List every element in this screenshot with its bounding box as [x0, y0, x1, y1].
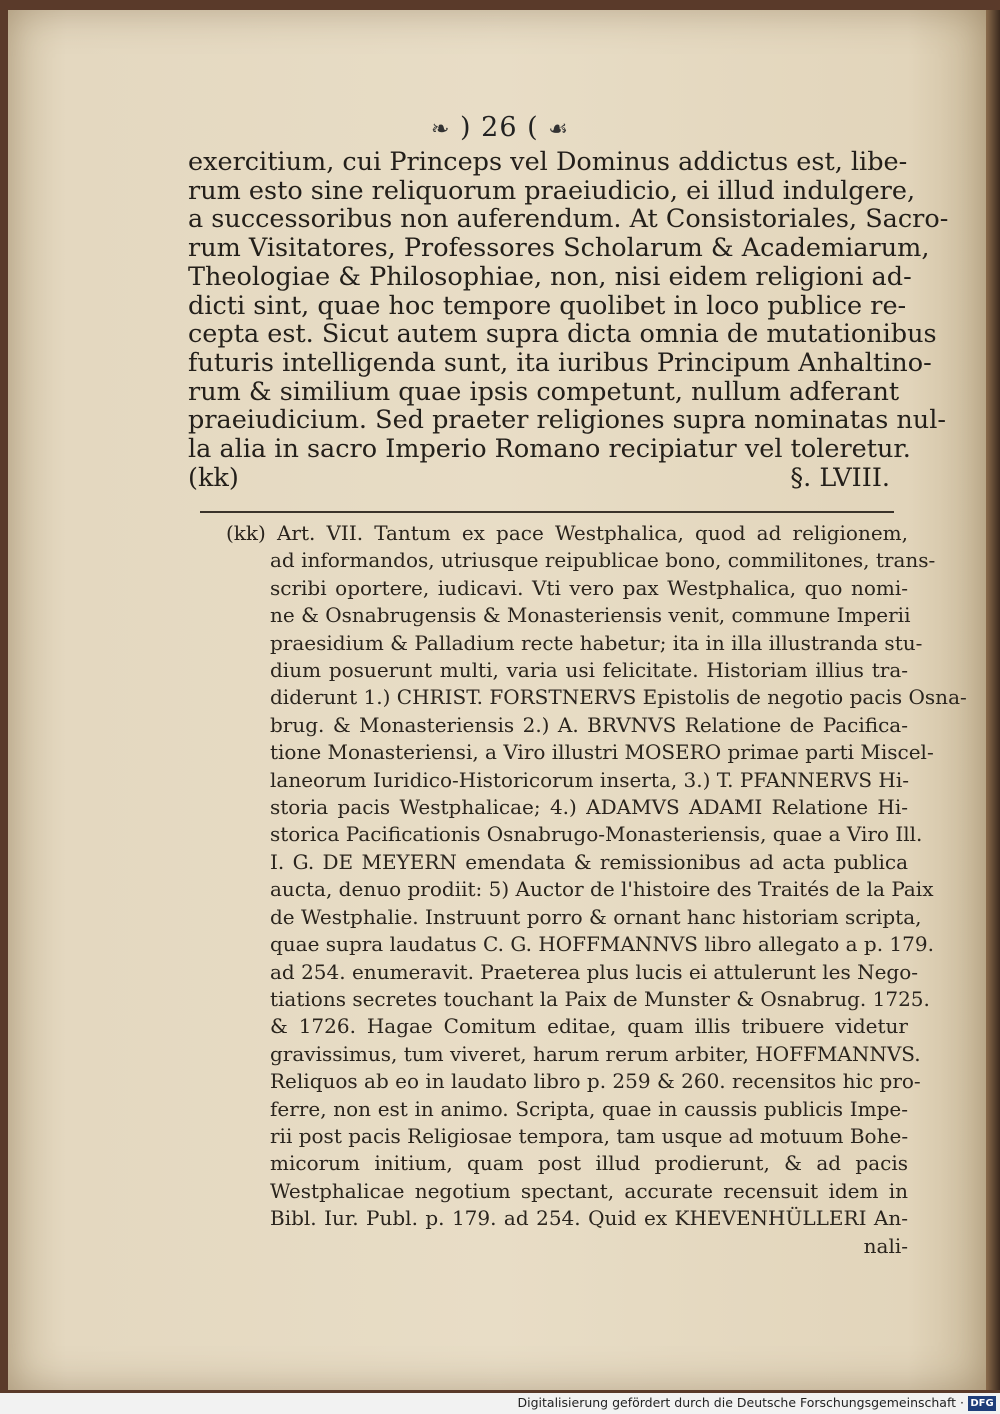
- footnote-line: storica Pacificationis Osnabrugo-Monasteriensis, quae a Viro Ill.: [270, 822, 923, 847]
- footnote-line: praesidium & Palladium recte habetur; ita in illa illustranda stu-: [270, 630, 923, 655]
- footnote-line: diderunt 1.) CHRIST. FORSTNERVS Epistolis de negotio pacis Osna-: [270, 685, 967, 710]
- footnote-line: scribi oportere, iudicavi. Vti vero pax Westphalica, quo nomi-: [270, 575, 908, 600]
- footnote-line: (kk) Art. VII. Tantum ex pace Westphalica, quod ad religionem,: [226, 521, 908, 545]
- footer-bar: [0, 1393, 1000, 1414]
- footer-credit: Digitalisierung gefördert durch die Deutsche Forschungsgemeinschaft ·: [517, 1395, 964, 1410]
- main-last-line: [188, 464, 890, 493]
- footnote-line: rii post pacis Religiosae tempora, tam usque ad motuum Bohe-: [270, 1123, 909, 1148]
- dfg-logo-icon: DFG: [968, 1396, 996, 1411]
- main-line: futuris intelligenda sunt, ita iuribus Principum Anhaltino-: [188, 347, 932, 378]
- footnote-line: ne & Osnabrugensis & Monasteriensis venit, commune Imperii: [270, 603, 911, 628]
- ornament-left-icon: ❧: [431, 117, 451, 142]
- footnote-line: I. G. DE MEYERN emendata & remissionibus ad acta publica: [270, 849, 908, 874]
- footnote-line: Reliquos ab eo in laudato libro p. 259 & 260. recensitos hic pro-: [270, 1069, 921, 1094]
- main-line: rum Visitatores, Professores Scholarum & Academiarum,: [188, 233, 930, 264]
- footnote-line: Bibl. Iur. Publ. p. 179. ad 254. Quid ex KHEVENHÜLLERI An-: [270, 1206, 908, 1231]
- book-edge: [986, 10, 1000, 1390]
- footnote-line: quae supra laudatus C. G. HOFFMANNVS libro allegato a p. 179.: [270, 932, 934, 957]
- main-line: a successoribus non auferendum. At Consistoriales, Sacro-: [188, 204, 949, 235]
- ornament-right-icon: ☙: [548, 117, 569, 142]
- footnote-line: dium posuerunt multi, varia usi felicitate. Historiam illius tra-: [270, 658, 908, 683]
- main-line: praeiudicium. Sed praeter religiones supra nominatas nul-: [188, 405, 947, 436]
- catchword: nali-: [863, 1233, 908, 1258]
- footnote-marker: (kk): [188, 462, 239, 493]
- main-text: [188, 147, 949, 493]
- footnote-line: storia pacis Westphalicae; 4.) ADAMVS ADAMI Relatione Hi-: [270, 795, 908, 820]
- main-line: dicti sint, quae hoc tempore quolibet in loco publice re-: [188, 290, 907, 321]
- page-number: ) 26 (: [460, 112, 539, 143]
- footnote-line: Westphalicae negotium spectant, accurate recensuit idem in: [270, 1178, 908, 1203]
- footnote-line: laneorum Iuridico-Historicorum inserta, 3.) T. PFANNERVS Hi-: [270, 767, 909, 792]
- footnote-line: tiations secretes touchant la Paix de Munster & Osnabrug. 1725.: [270, 986, 930, 1011]
- footnote-line: aucta, denuo prodiit: 5) Auctor de l'histoire des Traités de la Paix: [270, 877, 934, 902]
- main-line: rum & similium quae ipsis competunt, nullum adferant: [188, 376, 900, 407]
- page-header: [0, 112, 1000, 143]
- main-line: rum esto sine reliquorum praeiudicio, ei illud indulgere,: [188, 175, 916, 206]
- footnote-line: brug. & Monasteriensis 2.) A. BRVNVS Relatione de Pacifica-: [270, 712, 908, 737]
- footnote-line: gravissimus, tum viveret, harum rerum arbiter, HOFFMANNVS.: [270, 1041, 921, 1066]
- footnote-line: ad 254. enumeravit. Praeterea plus lucis ei attulerunt les Nego-: [270, 959, 919, 984]
- main-line: cepta est. Sicut autem supra dicta omnia de mutationibus: [188, 319, 937, 350]
- catch-section: §. LVIII.: [790, 462, 890, 493]
- footnote-line: ferre, non est in animo. Scripta, quae in caussis publicis Impe-: [270, 1096, 908, 1121]
- footnote-line: micorum initium, quam post illud prodierunt, & ad pacis: [270, 1151, 908, 1176]
- main-line: exercitium, cui Princeps vel Dominus addictus est, libe-: [188, 147, 908, 177]
- footnote-line: de Westphalie. Instruunt porro & ornant hanc historiam scripta,: [270, 904, 922, 929]
- footnote-line: & 1726. Hagae Comitum editae, quam illis tribuere videtur: [270, 1014, 908, 1039]
- main-line: la alia in sacro Imperio Romano recipiatur vel toleretur.: [188, 434, 911, 465]
- footnote-rule: [200, 511, 894, 513]
- footnote-block: [226, 520, 967, 1260]
- footnote-line: tione Monasteriensi, a Viro illustri MOSERO primae parti Miscel-: [270, 740, 934, 765]
- main-line: Theologiae & Philosophiae, non, nisi eidem religioni ad-: [188, 261, 912, 292]
- footnote-line: ad informandos, utriusque reipublicae bono, commilitones, trans-: [270, 548, 936, 573]
